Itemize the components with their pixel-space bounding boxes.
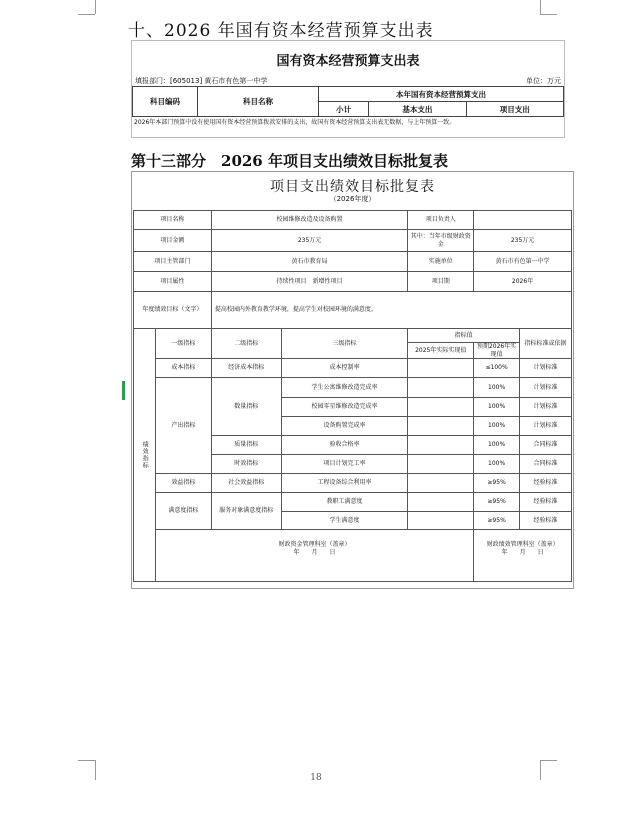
row-l1: 产出指标 xyxy=(155,378,211,474)
fund-label: 其中：当年市级财政资金 xyxy=(408,230,474,252)
row-l2: 服务对象满意度指标 xyxy=(211,493,281,530)
impl-label: 实施单位 xyxy=(408,252,474,272)
row-l1: 满意度指标 xyxy=(155,493,211,530)
row-l3: 成本控制率 xyxy=(281,359,408,378)
row-2025 xyxy=(408,359,474,378)
goal-text: 提高校园内外教育教学环境，提高学生对校园环境的满意度。 xyxy=(211,292,571,329)
dept-label: 项目主管部门 xyxy=(134,252,212,272)
section-heading: 十、2026 年国有资本经营预算支出表 xyxy=(128,21,434,41)
row-l1: 成本指标 xyxy=(155,359,211,378)
head-l3: 三级指标 xyxy=(281,329,408,359)
row-basis: 合同标准 xyxy=(520,455,572,474)
crop-mark xyxy=(95,0,96,14)
row-l2: 经济成本指标 xyxy=(211,359,281,378)
sign-left-label: 财政资金管理科室（盖章） xyxy=(278,541,351,548)
sign-right-label: 财政绩效管理科室（盖章） xyxy=(486,541,559,548)
head-2025: 2025年实际实现值 xyxy=(408,343,474,359)
row-l3: 学生公寓维修改造完成率 xyxy=(281,378,408,398)
row-l3: 工程设备综合利用率 xyxy=(281,474,408,493)
row-l2: 数量指标 xyxy=(211,378,281,436)
crop-mark xyxy=(540,760,557,761)
row-value: 100% xyxy=(474,378,520,398)
row-basis: 计划标准 xyxy=(520,359,572,378)
period-label: 项目期 xyxy=(408,272,474,292)
attr-b: 新增性项目 xyxy=(312,277,343,285)
row-basis: 合同标准 xyxy=(520,436,572,455)
unit-label: 填报部门：[605013] 黄石市有色第一中学 xyxy=(135,77,268,85)
table-note: 2026年本部门预算中没有使用国有资本经营预算拨款安排的支出，故国有资本经营预算支出表无数据，与上年预算一致。 xyxy=(134,119,456,126)
row-2025 xyxy=(408,512,474,530)
attr-value xyxy=(211,272,407,292)
budget-table xyxy=(131,40,565,138)
row-value: 100% xyxy=(474,417,520,436)
sign-left xyxy=(155,530,473,582)
owner-value xyxy=(474,211,572,230)
amount-label: 项目金额 xyxy=(134,230,212,252)
row-basis: 经验标准 xyxy=(520,474,572,493)
margin-marker xyxy=(122,381,125,400)
row-2025 xyxy=(408,474,474,493)
row-l2: 质量指标 xyxy=(211,436,281,455)
head-basis: 指标标准或依据 xyxy=(520,329,572,359)
attr-a: 持续性项目 xyxy=(276,277,307,285)
col-code: 科目编码 xyxy=(133,87,198,117)
col-name: 科目名称 xyxy=(198,87,319,117)
row-value: 100% xyxy=(474,398,520,417)
period-value: 2026年 xyxy=(474,272,572,292)
sign-right xyxy=(474,530,572,582)
row-basis: 计划标准 xyxy=(520,417,572,436)
row-value: ≥95% xyxy=(474,474,520,493)
row-value: ≥95% xyxy=(474,493,520,512)
fund-value: 235万元 xyxy=(474,230,572,252)
table-title: 国有资本经营预算支出表 xyxy=(276,54,420,69)
row-2025 xyxy=(408,398,474,417)
unit: 单位：万元 xyxy=(526,77,561,85)
performance-grid xyxy=(133,210,572,582)
amount-value: 235万元 xyxy=(211,230,407,252)
row-2025 xyxy=(408,378,474,398)
head-target: 指标值 xyxy=(408,329,520,343)
table-title: 项目支出绩效目标批复表 xyxy=(270,179,435,195)
attr-label: 项目属性 xyxy=(134,272,212,292)
section-heading: 第十三部分 2026 年项目支出绩效目标批复表 xyxy=(131,152,448,170)
row-2025 xyxy=(408,417,474,436)
head-l2: 二级指标 xyxy=(211,329,281,359)
head-l1: 一级指标 xyxy=(155,329,211,359)
impl-value: 黄石市有色第一中学 xyxy=(474,252,572,272)
row-basis: 经验标准 xyxy=(520,493,572,512)
perf-label: 绩效指标 xyxy=(134,329,156,582)
row-l3: 教职工满意度 xyxy=(281,493,408,512)
row-value: ≥95% xyxy=(474,512,520,530)
budget-grid xyxy=(132,86,564,117)
name-label: 项目名称 xyxy=(134,211,212,230)
owner-label: 项目负责人 xyxy=(408,211,474,230)
row-l3: 校园零星维修改造完成率 xyxy=(281,398,408,417)
page-number: 18 xyxy=(310,773,322,783)
crop-mark xyxy=(78,760,95,761)
performance-table xyxy=(131,171,574,589)
row-basis: 经验标准 xyxy=(520,512,572,530)
name-value: 校园维修改造及设备购置 xyxy=(211,211,407,230)
goal-label: 年度绩效目标（文字） xyxy=(134,292,212,329)
crop-mark xyxy=(78,14,95,15)
head-2026: 预期2026年实现值 xyxy=(474,343,520,359)
row-l2: 社会效益指标 xyxy=(211,474,281,493)
row-value: 100% xyxy=(474,455,520,474)
crop-mark xyxy=(540,0,541,14)
row-basis: 计划标准 xyxy=(520,378,572,398)
table-subtitle: （2026年度） xyxy=(329,195,376,203)
row-2025 xyxy=(408,436,474,455)
row-l3: 项目计划完工率 xyxy=(281,455,408,474)
row-l3: 验收合格率 xyxy=(281,436,408,455)
col-project: 项目支出 xyxy=(466,102,563,117)
sign-left-date: 年 月 日 xyxy=(293,548,336,556)
row-l1: 效益指标 xyxy=(155,474,211,493)
col-subtotal: 小计 xyxy=(319,102,369,117)
row-l2: 时效指标 xyxy=(211,455,281,474)
row-value: ≤100% xyxy=(474,359,520,378)
col-basic: 基本支出 xyxy=(369,102,466,117)
sign-right-date: 年 月 日 xyxy=(501,548,544,556)
dept-value: 黄石市教育局 xyxy=(211,252,407,272)
col-group: 本年国有资本经营预算支出 xyxy=(319,87,564,102)
row-value: 100% xyxy=(474,436,520,455)
row-basis: 计划标准 xyxy=(520,398,572,417)
row-2025 xyxy=(408,493,474,512)
row-2025 xyxy=(408,455,474,474)
crop-mark xyxy=(540,14,557,15)
row-l3: 学生满意度 xyxy=(281,512,408,530)
row-l3: 设备购置完成率 xyxy=(281,417,408,436)
